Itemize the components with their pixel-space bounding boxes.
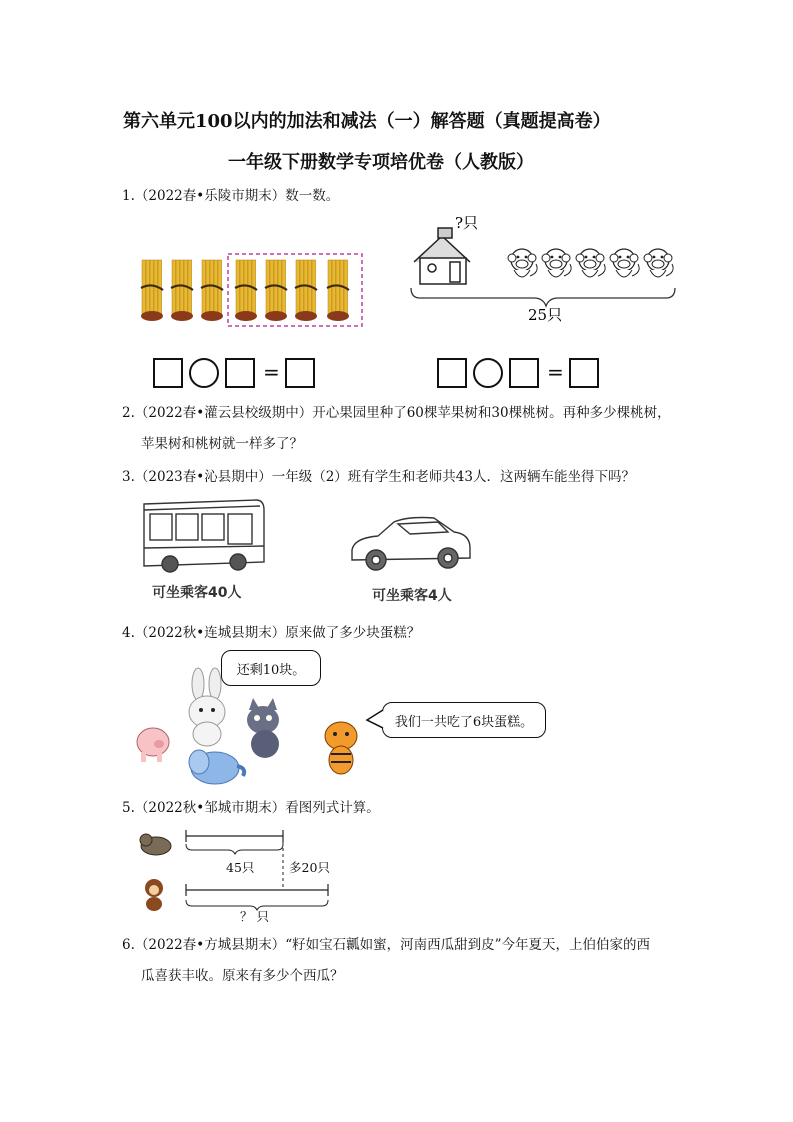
car-figure xyxy=(348,512,478,582)
total-brace xyxy=(411,288,675,306)
monkey-icon xyxy=(610,249,639,277)
answer-box[interactable] xyxy=(509,358,539,388)
question-4 xyxy=(122,623,420,643)
animals-figure xyxy=(135,672,375,792)
question-number: 6. xyxy=(122,937,135,953)
answer-box[interactable] xyxy=(285,358,315,388)
bus-icon xyxy=(144,500,264,572)
question-text: （2022春•方城县期末）“籽如宝石瓤如蜜，河南西瓜甜到皮”今年夏天，上伯伯家的西 xyxy=(134,937,651,953)
question-number: 3. xyxy=(122,469,135,485)
car-icon xyxy=(352,518,470,571)
question-2 xyxy=(122,403,671,423)
speech-bubble-left: 还剩10块。 xyxy=(221,650,321,686)
question-6-line-2: 瓜喜获丰收。原来有多少个西瓜？ xyxy=(141,968,344,984)
question-1 xyxy=(122,186,339,206)
elephant-icon xyxy=(189,750,244,784)
stick-bundle-icon xyxy=(171,260,193,321)
cat-small-icon xyxy=(140,834,171,855)
answer-box[interactable] xyxy=(225,358,255,388)
question-text: （2023春•沁县期中）一年级（2）班有学生和老师共43人．这两辆车能坐得下吗？ xyxy=(134,469,635,485)
title-line-2: 一年级下册数学专项培优卷（人教版） xyxy=(228,152,534,173)
question-2-line-2: 苹果树和桃树就一样多了？ xyxy=(141,436,303,452)
line-diagram-figure xyxy=(138,826,338,926)
question-number: 1. xyxy=(122,188,135,204)
cat-icon xyxy=(247,698,279,758)
equals-sign: = xyxy=(547,360,564,384)
question-text: （2022春•乐陵市期末）数一数。 xyxy=(134,188,340,204)
question-number: 4. xyxy=(122,625,135,641)
answer-box[interactable] xyxy=(569,358,599,388)
stick-bundles-figure xyxy=(138,252,368,332)
house-icon xyxy=(414,228,470,284)
monkey-icon xyxy=(542,249,571,277)
monkey-icon xyxy=(508,249,537,277)
stick-bundle-icon xyxy=(201,260,223,321)
question-5 xyxy=(122,798,380,818)
question-6 xyxy=(122,935,650,955)
stick-bundle-icon xyxy=(235,260,257,321)
operator-circle[interactable] xyxy=(473,358,503,388)
stick-bundle-icon xyxy=(141,260,163,321)
bus-figure xyxy=(140,496,280,576)
tiger-icon xyxy=(325,722,357,774)
monkey-small-icon xyxy=(145,879,163,911)
question-text: （2022春•灌云县校级期中）开心果园里种了60棵苹果树和30棵桃树。再种多少棵桃树， xyxy=(134,405,671,421)
monkey-icon xyxy=(644,249,673,277)
monkey-icon xyxy=(576,249,605,277)
answer-box[interactable] xyxy=(437,358,467,388)
question-text: （2022秋•连城县期末）原来做了多少块蛋糕？ xyxy=(134,625,421,641)
bus-caption: 可坐乘客40人 xyxy=(152,585,242,601)
car-caption: 可坐乘客4人 xyxy=(372,588,452,604)
house-monkeys-figure xyxy=(408,210,688,330)
question-text: （2022秋•邹城市期末）看图列式计算。 xyxy=(134,800,380,816)
stick-bundle-icon xyxy=(295,260,317,321)
label-cats: 45只 xyxy=(226,860,255,875)
rabbit-icon xyxy=(189,668,225,746)
stick-bundle-icon xyxy=(327,260,349,321)
question-mark-label: ?只 xyxy=(455,214,479,232)
label-more: 多20只 xyxy=(289,860,330,875)
operator-circle[interactable] xyxy=(189,358,219,388)
answer-box[interactable] xyxy=(153,358,183,388)
equals-sign: = xyxy=(263,360,280,384)
question-number: 2. xyxy=(122,405,135,421)
pig-icon xyxy=(137,728,169,762)
question-3 xyxy=(122,467,635,487)
question-number: 5. xyxy=(122,800,135,816)
total-label: 25只 xyxy=(528,306,563,324)
label-question: ？ 只 xyxy=(240,909,269,924)
title-line-1: 第六单元100以内的加法和减法（一）解答题（真题提高卷） xyxy=(123,111,611,132)
stick-bundle-icon xyxy=(265,260,287,321)
speech-bubble-right: 我们一共吃了6块蛋糕。 xyxy=(382,702,546,738)
